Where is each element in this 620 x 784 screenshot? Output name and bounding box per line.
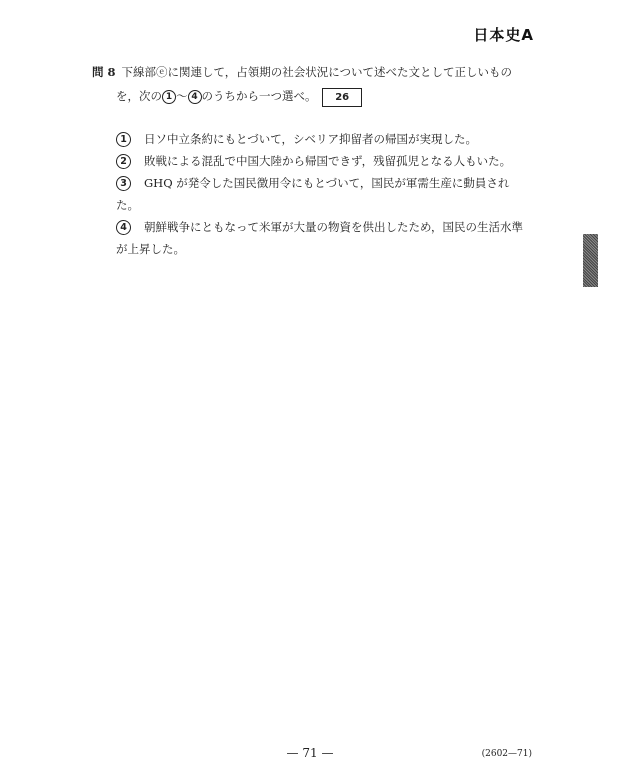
page-edge-tab-mark — [583, 234, 598, 287]
question-prompt-1: 下線部ⓔに関連して，占領期の社会状況について述べた文として正しいもの — [121, 65, 513, 79]
option-text-4-cont: が上昇した。 — [116, 242, 185, 256]
question-prompt-2-post: のうちから一つ選べ。 — [201, 89, 317, 103]
option-text-1: 日ソ中立条約にもとづいて，シベリア抑留者の帰国が実現した。 — [144, 132, 478, 146]
option-marker-1: 1 — [116, 132, 131, 147]
option-text-3: GHQ が発令した国民徴用令にもとづいて，国民が軍需生産に動員され — [144, 176, 510, 190]
question-number: 問 8 — [92, 65, 116, 79]
option-text-4: 朝鮮戦争にともなって米軍が大量の物資を供出したため，国民の生活水準 — [144, 220, 524, 234]
question-prompt-2-pre: を，次の — [116, 89, 162, 103]
option-marker-4: 4 — [116, 220, 131, 235]
range-separator: ～ — [176, 89, 188, 103]
page-code: (2602—71) — [481, 749, 532, 759]
option-marker-3: 3 — [116, 176, 131, 191]
subject-title: 日本史A — [473, 26, 534, 44]
option-4 — [116, 216, 546, 260]
range-start-marker: 1 — [162, 90, 176, 104]
option-1 — [116, 128, 546, 150]
option-text-3-cont: た。 — [116, 198, 139, 212]
option-text-2: 敗戦による混乱で中国大陸から帰国できず，残留孤児となる人もいた。 — [144, 154, 512, 168]
option-3 — [116, 172, 546, 216]
answer-number-box: 26 — [322, 88, 362, 107]
option-marker-2: 2 — [116, 154, 131, 169]
range-end-marker: 4 — [188, 90, 202, 104]
page-number: — 71 — — [286, 746, 334, 760]
question-line-2 — [92, 84, 544, 108]
question-block — [92, 60, 544, 108]
question-line-1 — [92, 60, 544, 84]
option-2 — [116, 150, 546, 172]
options-list — [116, 128, 546, 260]
